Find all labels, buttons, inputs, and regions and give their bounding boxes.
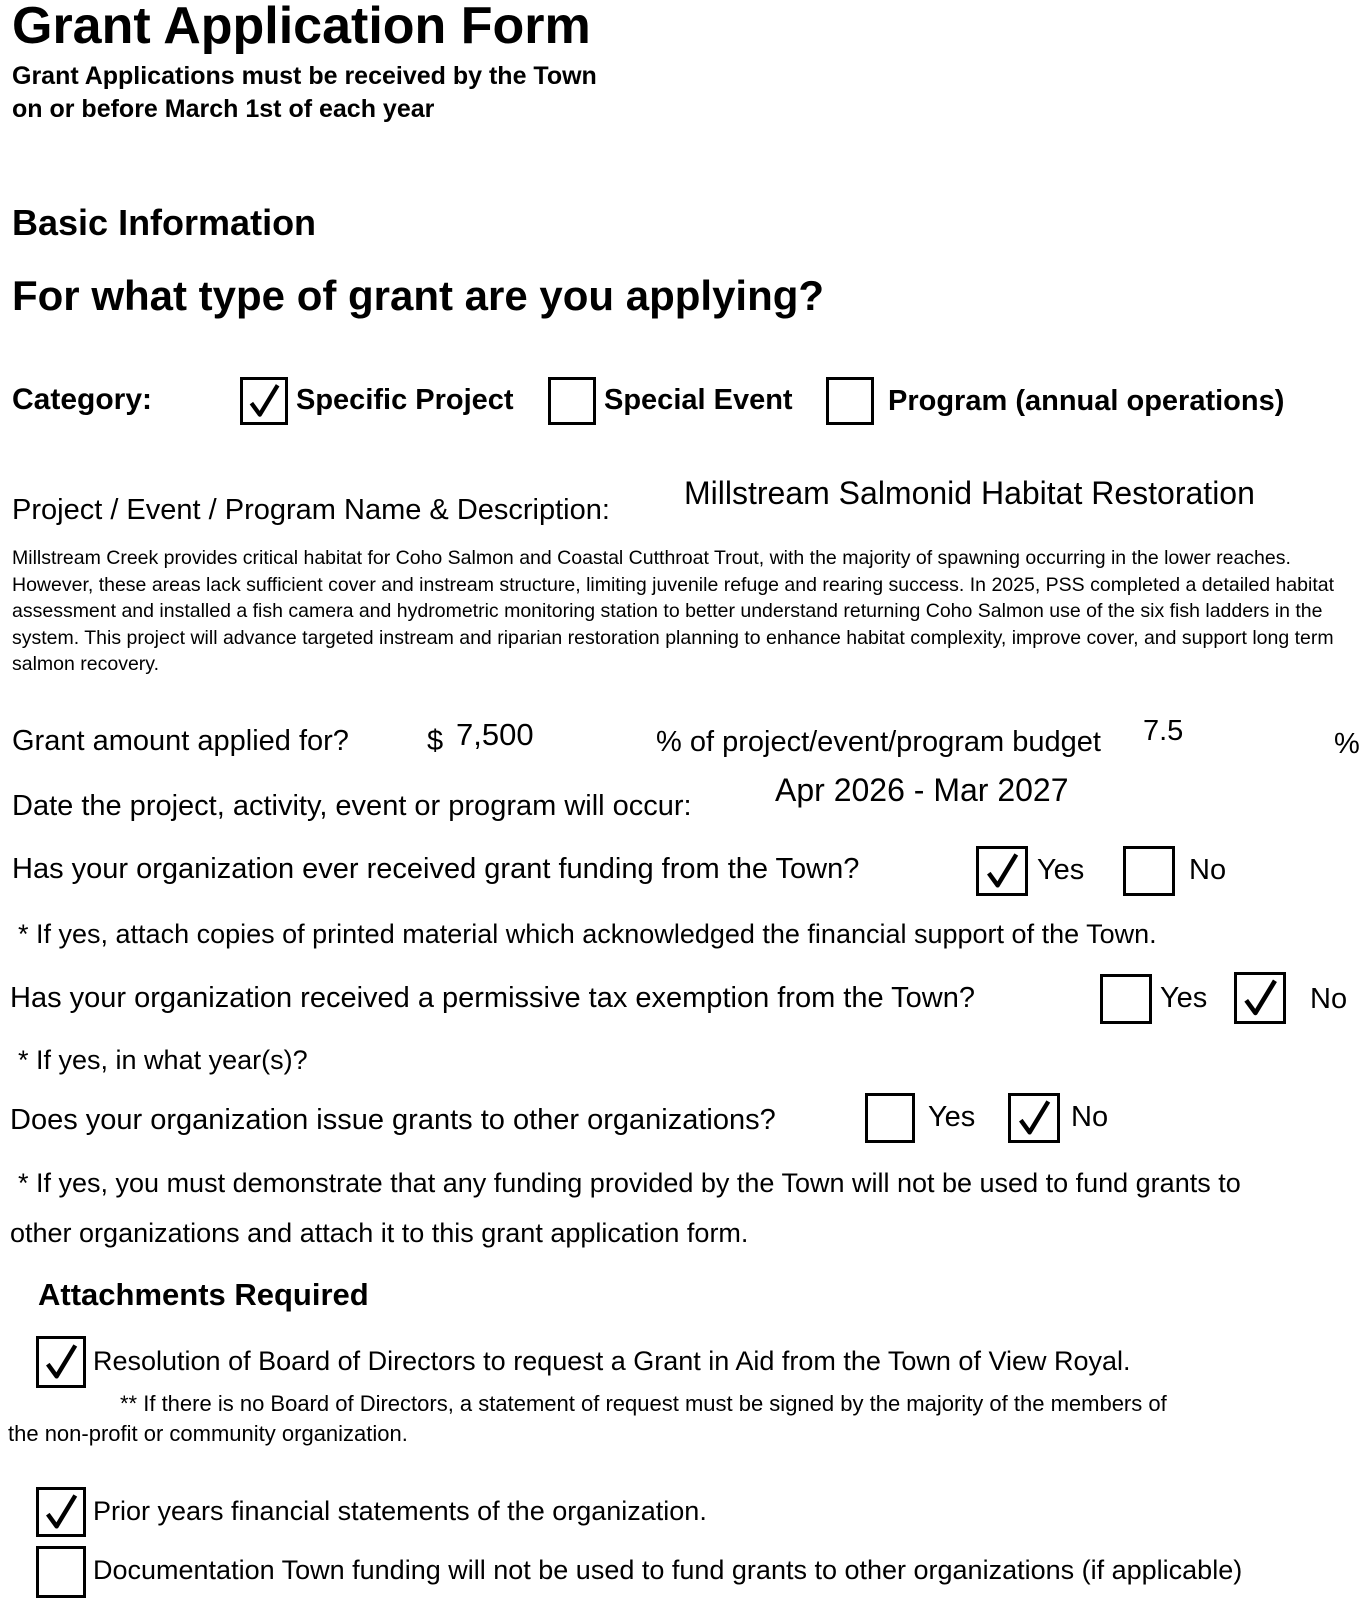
project-date-field[interactable]: Apr 2026 - Mar 2027 <box>775 772 1069 808</box>
special-event-label: Special Event <box>604 384 793 416</box>
checkmark-icon <box>243 380 285 422</box>
form-title: Grant Application Form <box>12 0 591 55</box>
budget-percent-field[interactable]: 7.5 <box>1143 715 1184 747</box>
project-date-label: Date the project, activity, event or program will occur: <box>12 790 692 822</box>
project-name-field[interactable]: Millstream Salmonid Habitat Restoration <box>684 475 1255 511</box>
currency-symbol: $ <box>427 725 444 757</box>
attachment-financials-label: Prior years financial statements of the organization. <box>93 1496 707 1526</box>
received-funding-yes-checkbox[interactable] <box>976 846 1028 896</box>
checkmark-icon <box>39 1339 83 1385</box>
grant-amount-label: Grant amount applied for? <box>12 725 349 757</box>
basic-information-heading: Basic Information <box>12 202 317 243</box>
issue-grants-yes-checkbox[interactable] <box>865 1093 915 1143</box>
percent-symbol: % <box>1334 728 1360 760</box>
tax-exemption-yes-checkbox[interactable] <box>1100 974 1152 1024</box>
attachment-resolution-label: Resolution of Board of Directors to request a Grant in Aid from the Town of View Royal. <box>93 1346 1131 1376</box>
issue-grants-note-line2: other organizations and attach it to this grant application form. <box>10 1218 749 1248</box>
attachment-documentation-label: Documentation Town funding will not be used to fund grants to other organizations (if applicable) <box>93 1555 1243 1585</box>
issue-grants-no-label: No <box>1071 1101 1109 1133</box>
issue-grants-yes-label: Yes <box>928 1101 976 1133</box>
specific-project-checkbox[interactable] <box>240 377 288 425</box>
board-note-line1: ** If there is no Board of Directors, a statement of request must be signed by the majority of the members of <box>120 1391 1167 1416</box>
category-label: Category: <box>12 383 153 416</box>
attachments-heading: Attachments Required <box>38 1277 369 1312</box>
tax-exemption-no-label: No <box>1310 983 1348 1015</box>
attachment-resolution-checkbox[interactable] <box>36 1336 86 1388</box>
attachment-financials-checkbox[interactable] <box>36 1487 86 1537</box>
checkmark-icon <box>39 1490 83 1534</box>
grant-type-question: For what type of grant are you applying? <box>12 272 825 319</box>
received-funding-note: * If yes, attach copies of printed material which acknowledged the financial support of the Town. <box>18 919 1157 949</box>
checkmark-icon <box>1011 1096 1057 1140</box>
checkmark-icon <box>979 849 1025 893</box>
program-annual-checkbox[interactable] <box>826 377 874 425</box>
form-subtitle-line1: Grant Applications must be received by the Town <box>12 62 597 90</box>
issue-grants-no-checkbox[interactable] <box>1008 1093 1060 1143</box>
received-funding-question: Has your organization ever received grant funding from the Town? <box>12 853 860 885</box>
received-funding-no-checkbox[interactable] <box>1123 846 1175 896</box>
issue-grants-note-line1: * If yes, you must demonstrate that any funding provided by the Town will not be used to fund grants to <box>18 1168 1241 1198</box>
checkmark-icon <box>1237 975 1283 1021</box>
form-subtitle-line2: on or before March 1st of each year <box>12 95 435 123</box>
tax-exemption-question: Has your organization received a permissive tax exemption from the Town? <box>10 982 975 1014</box>
issue-grants-question: Does your organization issue grants to other organizations? <box>10 1104 776 1136</box>
tax-exemption-yes-label: Yes <box>1160 982 1208 1014</box>
budget-percent-label: % of project/event/program budget <box>656 726 1101 758</box>
project-name-label: Project / Event / Program Name & Description: <box>12 494 610 526</box>
tax-exemption-no-checkbox[interactable] <box>1234 972 1286 1024</box>
grant-amount-field[interactable]: 7,500 <box>456 717 534 752</box>
special-event-checkbox[interactable] <box>548 377 596 425</box>
program-annual-label: Program (annual operations) <box>888 385 1285 417</box>
board-note-line2: the non-profit or community organization. <box>8 1421 408 1446</box>
attachment-documentation-checkbox[interactable] <box>36 1546 86 1598</box>
received-funding-no-label: No <box>1189 854 1227 886</box>
project-description-field[interactable]: Millstream Creek provides critical habitat for Coho Salmon and Coastal Cutthroat Trout, with the majority of spawning occurring in the lower reaches. However, these areas lack sufficient cover and instream structure, limiting juvenile refuge and rearing success. In 2025, PSS completed a detailed habitat assessment and installed a fish camera and hydrometric monitoring station to better understand returning Coho Salmon use of the six fish ladders in the system. This project will advance targeted instream and riparian restoration planning to enhance habitat complexity, improve cover, and support long term salmon recovery. <box>12 547 1335 675</box>
tax-exemption-note: * If yes, in what year(s)? <box>18 1045 308 1075</box>
specific-project-label: Specific Project <box>296 384 514 416</box>
received-funding-yes-label: Yes <box>1037 854 1085 886</box>
